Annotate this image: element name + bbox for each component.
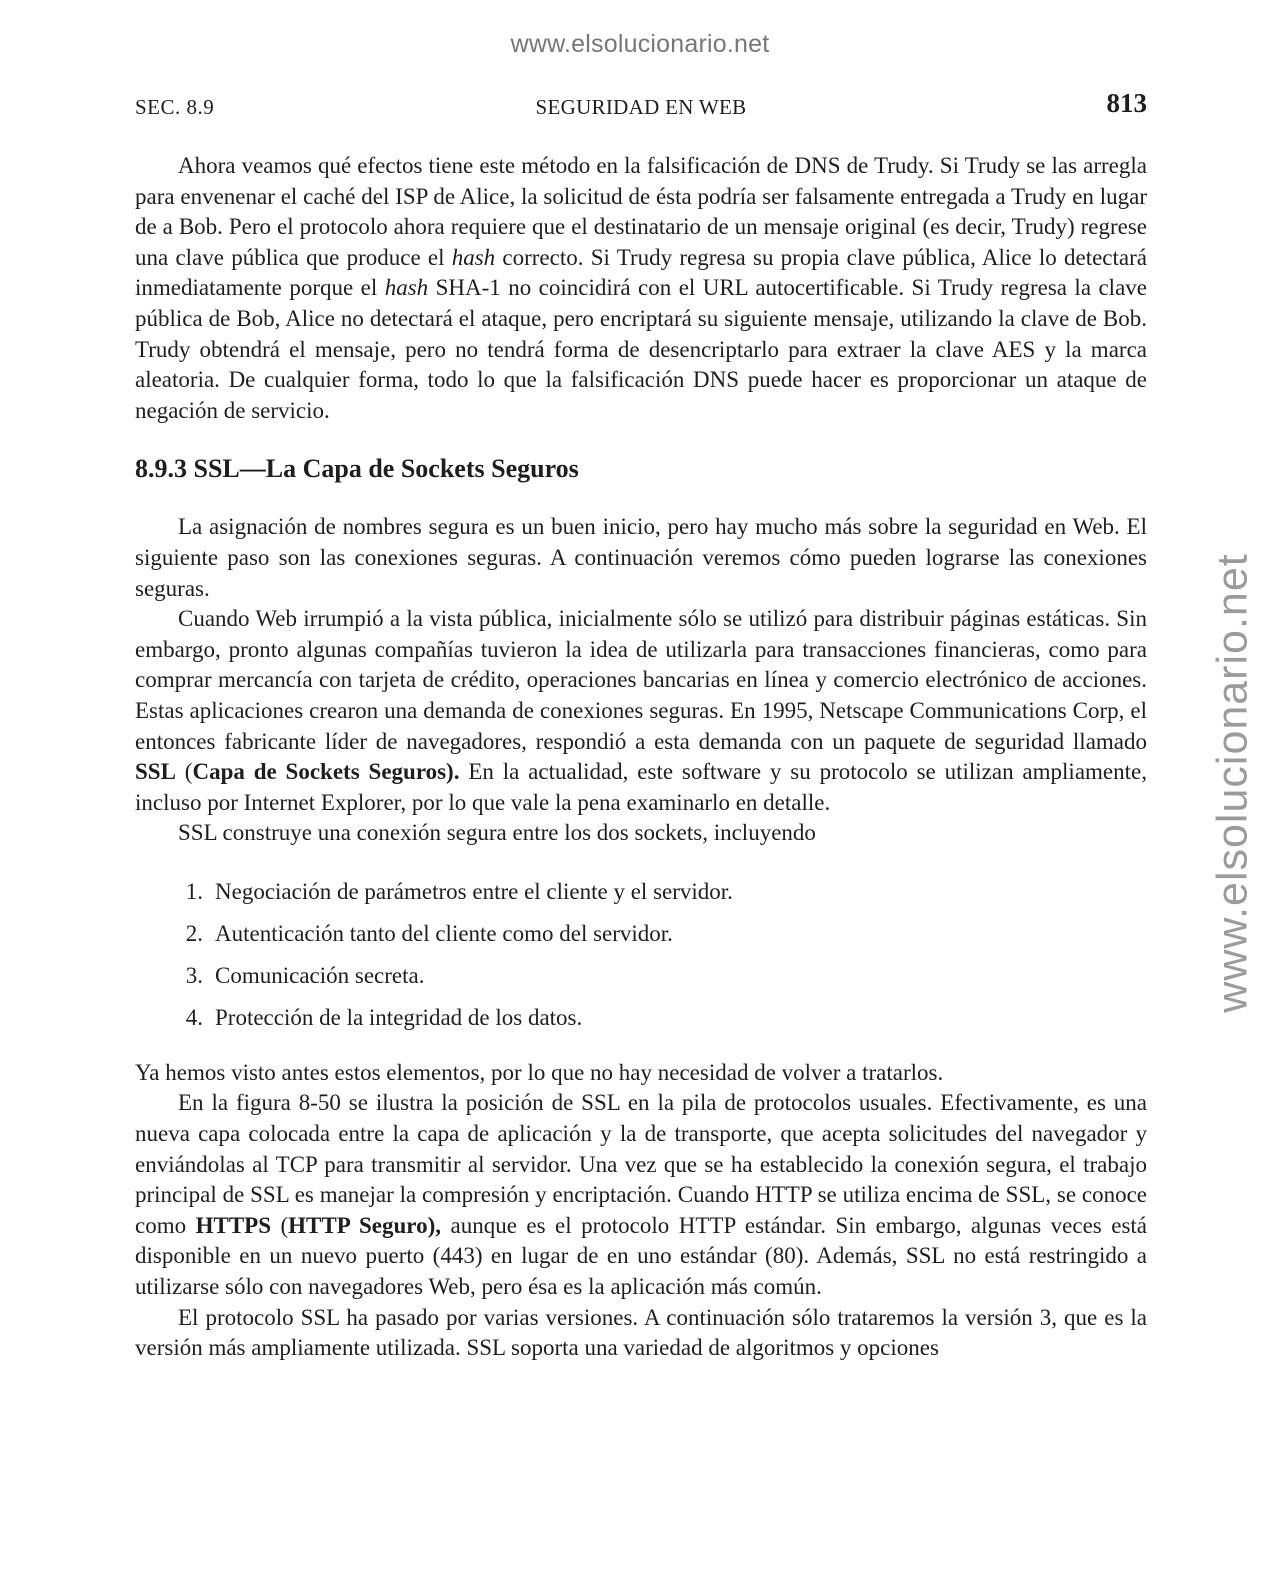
watermark-url-side: www.elsolucionario.net [1208, 553, 1257, 1013]
bold-term: Capa de Sockets Seguros). [192, 759, 460, 785]
list-item [135, 960, 1147, 991]
section-number: SEC. 8.9 [135, 95, 215, 119]
text-run: En la actualidad, este software y su protocolo se utilizan ampliamente, incluso por Internet Explorer, por lo que vale la pena examinarlo en detalle. [135, 759, 1147, 815]
text-run: ( [175, 759, 193, 785]
bold-term: HTTPS [195, 1212, 272, 1238]
paragraph-already-seen: Ya hemos visto antes estos elementos, por lo que no hay necesidad de volver a tratarlos. [135, 1059, 944, 1085]
section-heading: 8.9.3 SSL—La Capa de Sockets Seguros [135, 454, 579, 484]
text-run: Ahora veamos qué efectos tiene este método en la falsificación de DNS de Trudy. Si Trudy se las arregla para envenenar el caché del ISP de Alice, la solicitud de ésta podría ser falsamente entregada a Trudy en lugar de a Bob. Pero el protocolo ahora requiere que el destinatario de un mensaje original (es decir, Trudy) regrese una clave pública que produce el [135, 153, 1147, 270]
running-head [135, 88, 1147, 128]
text-run: ( [271, 1212, 289, 1238]
page-number: 813 [1106, 88, 1147, 118]
list-item-number: 3. [185, 962, 203, 988]
list-item-number: 4. [185, 1004, 203, 1030]
paragraph-ssl-versions: El protocolo SSL ha pasado por varias versiones. A continuación sólo trataremos la versión 3, que es la versión más ampliamente utilizada. SSL soporta una variedad de algoritmos y opciones [135, 1304, 1147, 1361]
paragraph-dns-spoofing [135, 151, 1147, 426]
italic-term: hash [451, 244, 496, 270]
bold-term: SSL [135, 759, 176, 785]
text-run: SHA-1 no coincidirá con el URL autocertificable. Si Trudy regresa la clave pública de Bob, Alice no detectará el ataque, pero encriptará su siguiente mensaje, utilizando la clave de Bob. Trudy obtendrá el mensaje, pero no tendrá forma de desencriptarlo para extraer la clave AES y la marca aleatoria. De cualquier forma, todo lo que la falsificación DNS puede hacer es proporcionar un ataque de negación de servicio. [135, 275, 1147, 423]
paragraph-ssl-intro: SSL construye una conexión segura entre los dos sockets, incluyendo [178, 820, 816, 846]
list-item-text: Autenticación tanto del cliente como del servidor. [215, 920, 673, 946]
list-item-text: Protección de la integridad de los datos. [215, 1004, 583, 1030]
italic-term: hash [384, 275, 429, 301]
text-run: Cuando Web irrumpió a la vista pública, inicialmente sólo se utilizó para distribuir páginas estáticas. Sin embargo, pronto algunas compañías tuvieron la idea de utilizarla para transacciones financieras, como para comprar mercancía con tarjeta de crédito, operaciones bancarias en línea y comercio electrónico de acciones. Estas aplicaciones crearon una demanda de conexiones seguras. En 1995, Netscape Communications Corp, el entonces fabricante líder de navegadores, respondió a esta demanda con un paquete de seguridad llamado [135, 606, 1147, 754]
text-run: En la figura 8-50 se ilustra la posición de SSL en la pila de protocolos usuales. Efectivamente, es una nueva capa colocada entre la capa de aplicación y la de transporte, que acepta solicitudes del navegador y enviándolas al TCP para transmitir al servidor. Una vez que se ha establecido la conexión segura, el trabajo principal de SSL es manejar la compresión y encriptación. Cuando HTTP se utiliza encima de SSL, se conoce como [135, 1090, 1147, 1238]
page-body [135, 151, 1147, 1364]
watermark-url-top: www.elsolucionario.net [510, 30, 770, 58]
list-item-text: Comunicación secreta. [215, 962, 425, 988]
ssl-features-list [135, 876, 1147, 1033]
bold-term: HTTP Seguro), [288, 1212, 442, 1238]
list-item-number: 1. [185, 878, 203, 904]
text-run: aunque es el protocolo HTTP estándar. Sin embargo, algunas veces está disponible en un nuevo puerto (443) en lugar de en uno estándar (80). Además, SSL no está restringido a utilizarse sólo con navegadores Web, pero ésa es la aplicación más común. [135, 1212, 1147, 1300]
list-item [135, 918, 1147, 949]
paragraph-secure-naming: La asignación de nombres segura es un buen inicio, pero hay mucho más sobre la seguridad en Web. El siguiente paso son las conexiones seguras. A continuación veremos cómo pueden lograrse las conexiones seguras. [135, 514, 1147, 601]
chapter-section-title: SEGURIDAD EN WEB [535, 95, 747, 119]
list-item-number: 2. [185, 920, 203, 946]
paragraph-web-history [135, 604, 1147, 818]
list-item-text: Negociación de parámetros entre el cliente y el servidor. [215, 878, 733, 904]
list-item [135, 1002, 1147, 1033]
list-item [135, 876, 1147, 907]
paragraph-figure-8-50 [135, 1088, 1147, 1302]
text-run: correcto. Si Trudy regresa su propia clave pública, Alice lo detectará inmediatamente porque el [135, 244, 1147, 301]
